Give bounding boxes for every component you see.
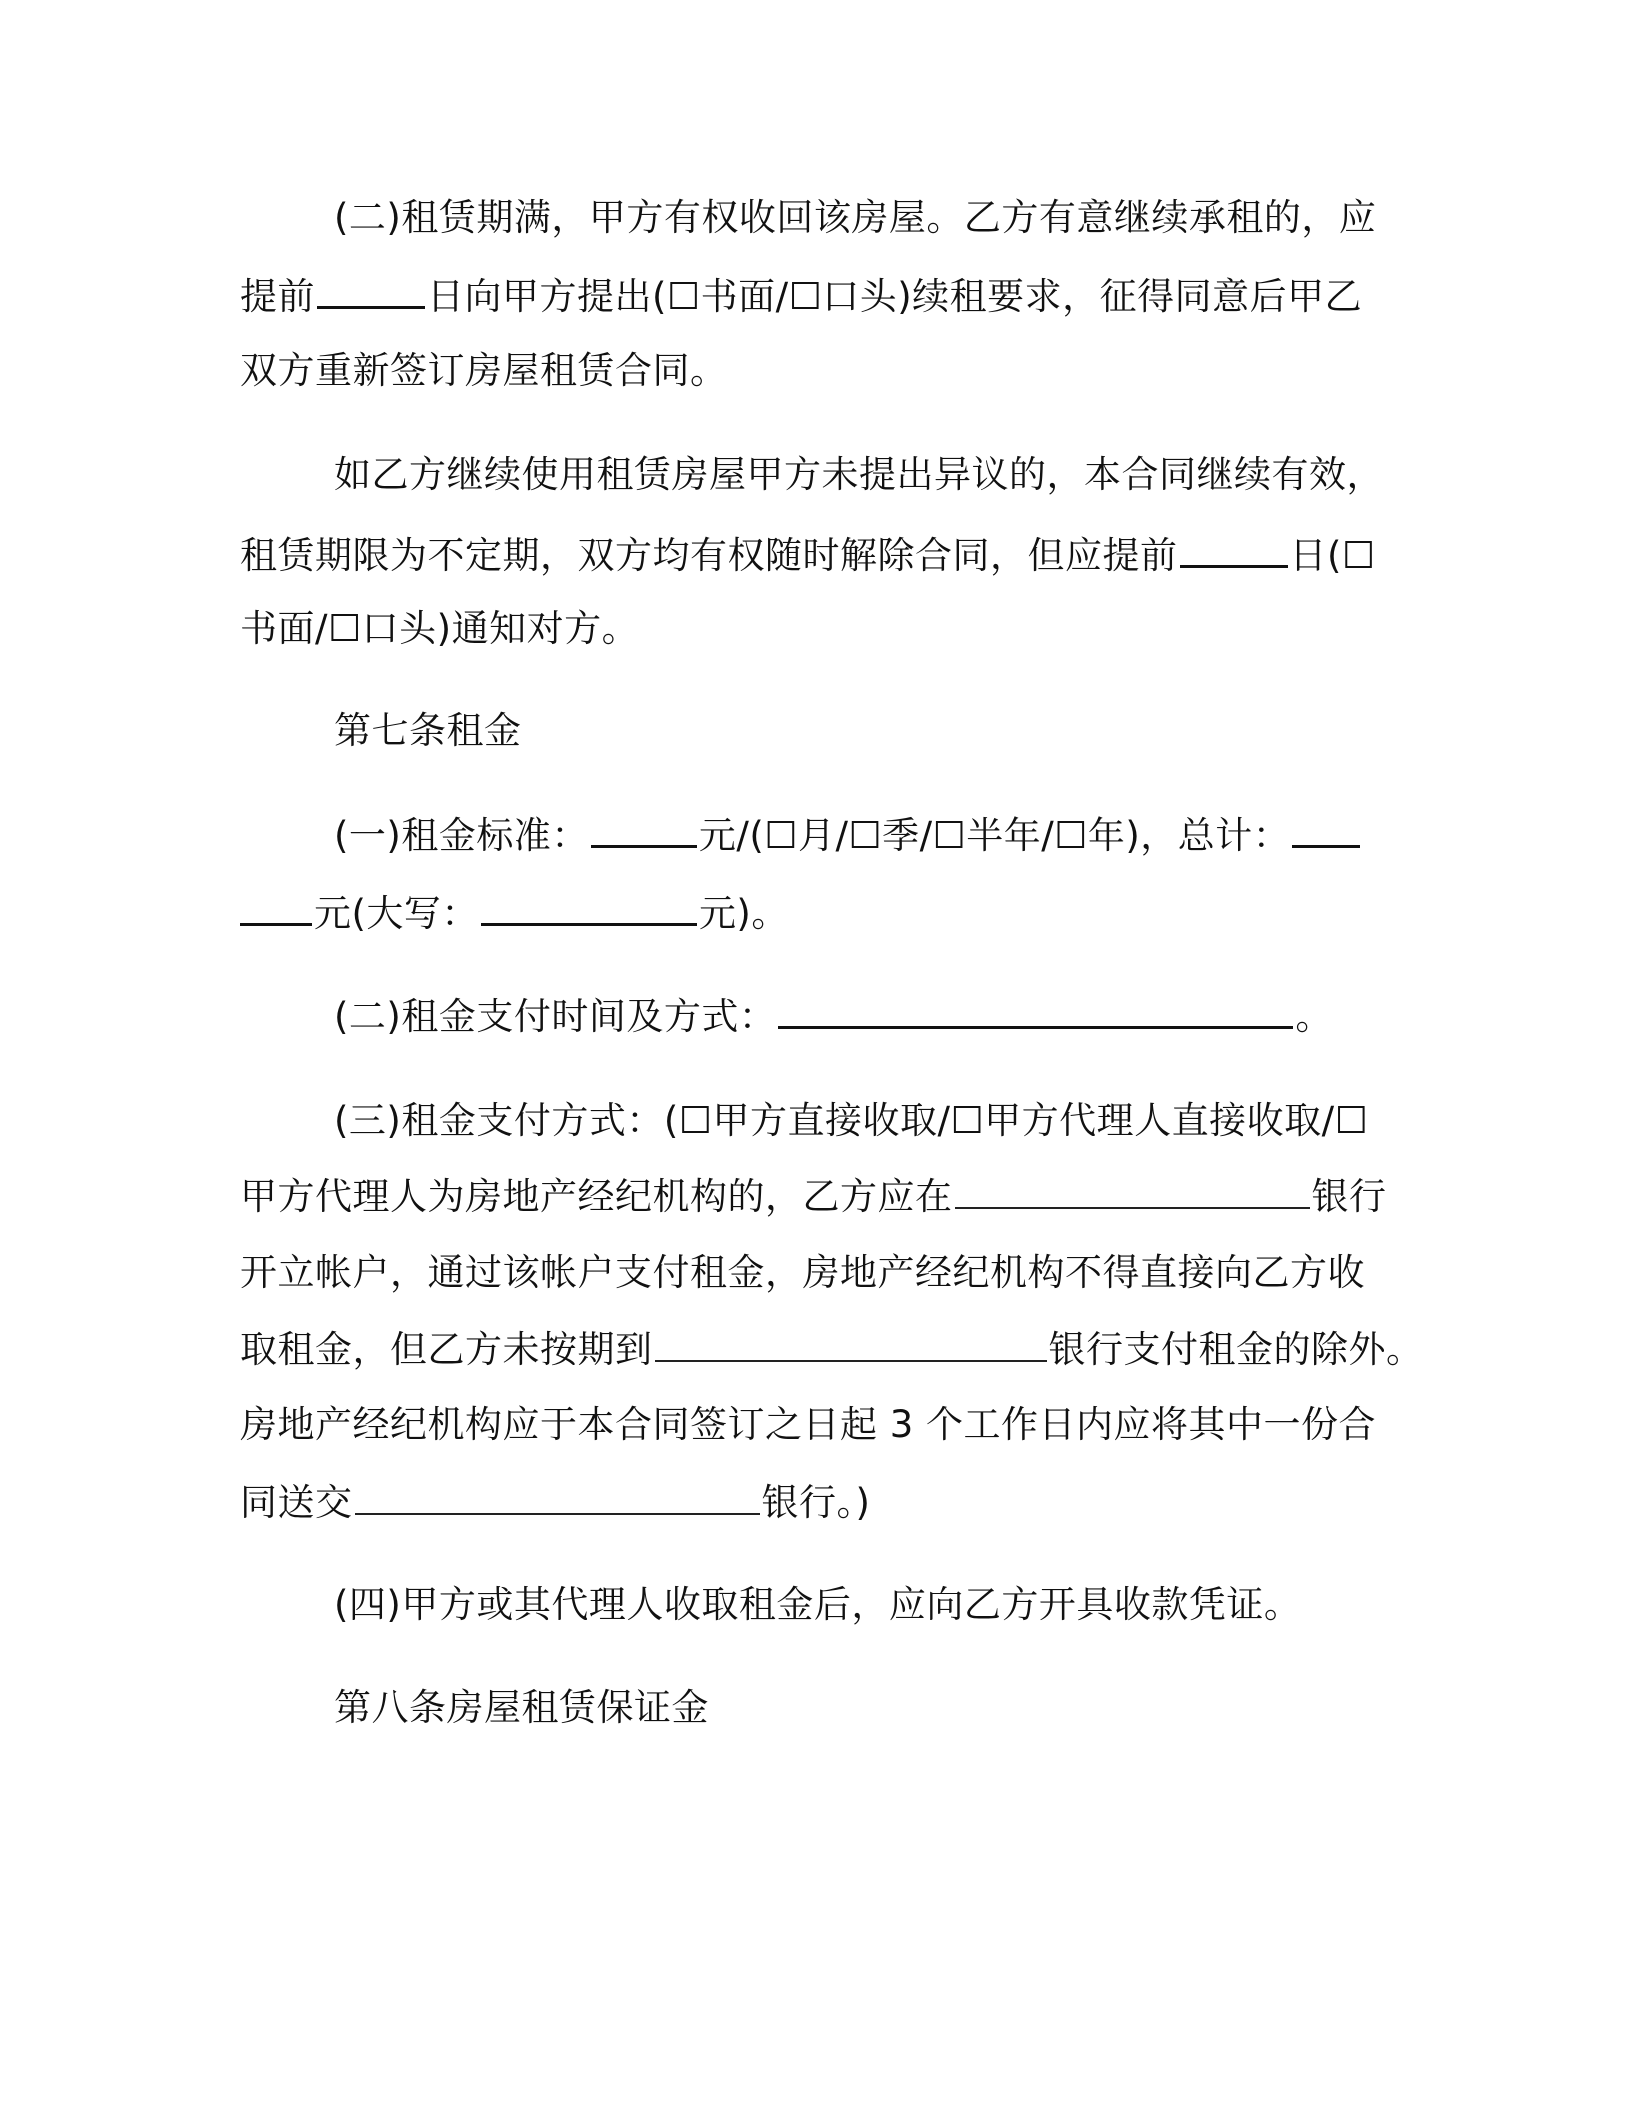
paragraph-line-payment-method-6 [240, 1477, 870, 1528]
text-segment: 。 [1295, 995, 1333, 1038]
fill-in-blank-rent-amount[interactable] [591, 809, 697, 848]
text-segment: 元(大写： [314, 892, 479, 935]
paragraph-line-payment-method-4 [240, 1324, 1424, 1375]
paragraph-line-payment-method-5 [240, 1400, 1376, 1450]
paragraph-line-continue-1 [334, 450, 1384, 500]
text-segment: 租赁期限为不定期，双方均有权随时解除合同，但应提前 [240, 534, 1178, 577]
paragraph-line-payment-method-3 [240, 1248, 1365, 1298]
text-segment: 房地产经纪机构应于本合同签订之日起 3 个工作日内应将其中一份合 [240, 1403, 1377, 1446]
text-segment: (四)甲方或其代理人收取租金后，应向乙方开具收款凭证。 [334, 1583, 1302, 1626]
paragraph-line-renewal-2 [240, 270, 1362, 322]
fill-in-blank-days[interactable] [317, 270, 425, 309]
paragraph-line-receipt [334, 1580, 1301, 1630]
text-segment: (二)租赁期满，甲方有权收回该房屋。乙方有意继续承租的，应 [334, 196, 1377, 239]
text-segment: 元/(☐月/☐季/☐半年/☐年)，总计： [698, 814, 1291, 857]
paragraph-line-rent-standard-2 [240, 887, 789, 939]
text-segment: 开立帐户，通过该帐户支付租金，房地产经纪机构不得直接向乙方收 [240, 1251, 1365, 1294]
paragraph-line-payment-method-2 [240, 1171, 1387, 1222]
heading-text: 第七条租金 [334, 709, 522, 752]
fill-in-blank-bank-payment[interactable] [655, 1324, 1047, 1362]
article-heading-rent [334, 706, 522, 756]
paragraph-line-rent-standard-1 [334, 809, 1362, 861]
text-segment: (一)租金标准： [334, 814, 589, 857]
text-segment: 日向甲方提出(☐书面/☐口头)续租要求，征得同意后甲乙 [427, 275, 1363, 318]
text-segment: 元)。 [698, 892, 789, 935]
paragraph-line-renewal-3 [240, 346, 728, 396]
text-segment: (二)租金支付时间及方式： [334, 995, 777, 1038]
fill-in-blank-amount-in-words[interactable] [481, 887, 697, 926]
text-segment: 日(☐ [1289, 534, 1376, 577]
fill-in-blank-notice-days[interactable] [1180, 529, 1288, 568]
paragraph-line-payment-method-1 [334, 1096, 1368, 1146]
text-segment: 银行 [1311, 1175, 1387, 1218]
text-segment: (三)租金支付方式：(☐甲方直接收取/☐甲方代理人直接收取/☐ [334, 1099, 1369, 1142]
paragraph-line-continue-2 [240, 529, 1376, 581]
paragraph-line-continue-3 [240, 604, 639, 654]
text-segment: 双方重新签订房屋租赁合同。 [240, 349, 728, 392]
fill-in-blank-total-start[interactable] [1292, 809, 1360, 848]
text-segment: 取租金，但乙方未按期到 [240, 1328, 653, 1371]
paragraph-line-renewal-1 [334, 193, 1376, 243]
fill-in-blank-payment-time[interactable] [778, 990, 1293, 1029]
text-segment: 如乙方继续使用租赁房屋甲方未提出异议的，本合同继续有效， [334, 453, 1384, 496]
fill-in-blank-bank-name[interactable] [955, 1171, 1310, 1209]
fill-in-blank-total-end[interactable] [240, 887, 312, 926]
article-heading-deposit [334, 1683, 709, 1733]
text-segment: 提前 [240, 275, 315, 318]
text-segment: 书面/☐口头)通知对方。 [240, 607, 640, 650]
text-segment: 银行。) [761, 1481, 871, 1524]
text-segment: 同送交 [240, 1481, 353, 1524]
text-segment: 银行支付租金的除外。 [1048, 1328, 1424, 1371]
fill-in-blank-bank-delivery[interactable] [355, 1477, 760, 1515]
heading-text: 第八条房屋租赁保证金 [334, 1686, 709, 1729]
text-segment: 甲方代理人为房地产经纪机构的，乙方应在 [240, 1175, 953, 1218]
paragraph-line-payment-time [334, 990, 1333, 1042]
